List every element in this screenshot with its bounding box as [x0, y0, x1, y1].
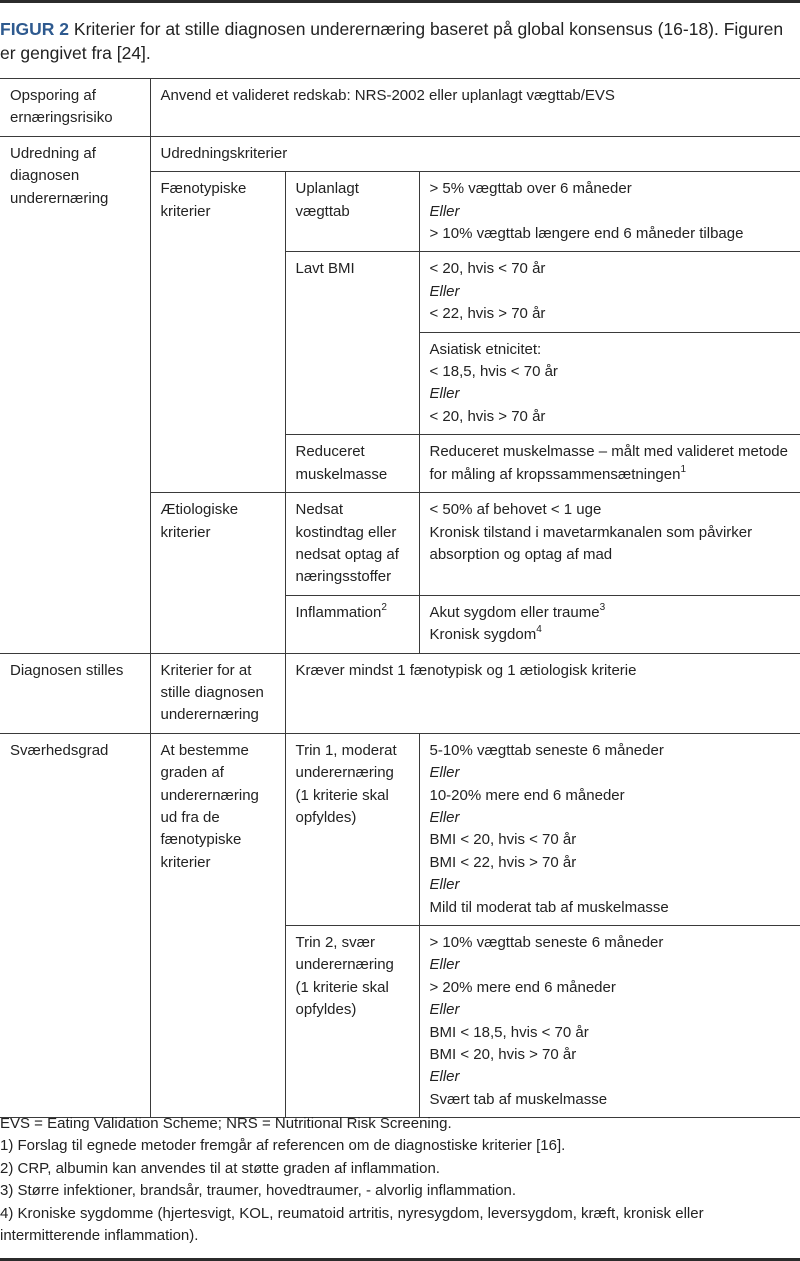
table-row [0, 653, 800, 733]
criteria-or: Eller [429, 202, 460, 220]
severity-description: At bestemme graden af underernæring ud fra de fænotypiske kriterier [150, 733, 285, 1118]
diagnosis-criteria-label: Kriterier for at stille diagnosen underernæring [150, 653, 285, 733]
footnote: EVS = Eating Validation Scheme; NRS = Nutritional Risk Screening. [0, 1115, 452, 1132]
muscle-criteria [419, 435, 800, 493]
assessment-header: Udredningskriterier [150, 136, 800, 171]
criteria-line: < 18,5, hvis < 70 år [429, 363, 558, 381]
row-label-diagnosis: Diagnosen stilles [0, 653, 150, 733]
weightloss-label: Uplanlagt vægttab [285, 172, 419, 252]
etiologic-label: Ætiologiske kriterier [150, 493, 285, 653]
criteria-line: > 5% vægttab over 6 måneder [429, 180, 632, 198]
intake-criteria [419, 493, 800, 596]
criteria-or: Eller [429, 282, 460, 300]
footnote-ref: 3 [599, 601, 606, 613]
criteria-line: BMI < 20, hvis < 70 år [429, 831, 577, 849]
row-label-assessment: Udredning af diagnosen underernæring [0, 136, 150, 653]
intake-label: Nedsat kostindtag eller nedsat optag af næringsstoffer [285, 493, 419, 596]
figure-caption-text: Kriterier for at stille diagnosen underernæring baseret på global konsensus (16-18). Figuren er gengivet fra [24]. [0, 19, 784, 63]
low-bmi-label: Lavt BMI [285, 252, 419, 435]
criteria-line: Mild til moderat tab af muskelmasse [429, 898, 669, 916]
inflammation-label [285, 595, 419, 653]
criteria-line: > 20% mere end 6 måneder [429, 978, 616, 996]
stage2-label: Trin 2, svær underernæring (1 kriterie skal opfyldes) [285, 926, 419, 1118]
footnote: 4) Kroniske sygdomme (hjertesvigt, KOL, reumatoid artritis, nyresygdom, leversygdom, kræft, kronisk eller intermitterende inflammation). [0, 1204, 704, 1245]
weightloss-criteria [419, 172, 800, 252]
footnote-ref: 2 [381, 601, 387, 613]
table-row [0, 136, 800, 171]
criteria-line: > 10% vægttab længere end 6 måneder tilbage [429, 225, 744, 243]
criteria-line: 10-20% mere end 6 måneder [429, 786, 625, 804]
criteria-line: Akut sygdom eller traume$^3$ [429, 601, 606, 621]
table-row [0, 79, 800, 137]
figure-caption [0, 17, 790, 65]
criteria-or: Eller [429, 808, 460, 826]
footnote-ref: 1 [680, 463, 687, 475]
criteria-line: Kronisk tilstand i mavetarmkanalen som påvirker absorption og optag af mad [429, 523, 753, 563]
figure-label: FIGUR 2 [0, 19, 70, 39]
screening-content: Anvend et valideret redskab: NRS-2002 eller uplanlagt vægttab/EVS [150, 79, 800, 137]
inflammation-criteria [419, 595, 800, 653]
criteria-line: Kronisk sygdom$^4$ [429, 624, 542, 644]
row-label-screening: Opsporing af ernæringsrisiko [0, 79, 150, 137]
criteria-or: Eller [429, 956, 460, 974]
criteria-or: Eller [429, 1001, 460, 1019]
criteria-table [0, 78, 800, 1118]
criteria-line: 5-10% vægttab seneste 6 måneder [429, 741, 664, 759]
criteria-line: < 20, hvis > 70 år [429, 407, 546, 425]
criteria-line: > 10% vægttab seneste 6 måneder [429, 934, 664, 951]
stage2-criteria [419, 926, 800, 1118]
criteria-or: Eller [429, 876, 460, 894]
criteria-or: Eller [429, 385, 460, 403]
low-bmi-criteria [419, 252, 800, 332]
diagnosis-content: Kræver mindst 1 fænotypisk og 1 ætiologisk kriterie [285, 653, 800, 733]
criteria-line: < 22, hvis > 70 år [429, 305, 546, 323]
criteria-line: < 20, hvis < 70 år [429, 260, 546, 278]
criteria-line: Svært tab af muskelmasse [429, 1090, 608, 1108]
footnotes [0, 1113, 795, 1247]
criteria-or: Eller [429, 764, 460, 782]
inflammation-label-text: Inflammation [295, 603, 382, 621]
criteria-or: Eller [429, 1068, 460, 1086]
stage1-label: Trin 1, moderat underernæring (1 kriterie skal opfyldes) [285, 733, 419, 925]
asian-bmi-criteria [419, 332, 800, 435]
footnote-ref: 4 [536, 624, 542, 636]
row-label-severity: Sværhedsgrad [0, 733, 150, 1118]
top-rule [0, 0, 800, 3]
criteria-line: Reduceret muskelmasse – målt med valideret metode for måling af kropssammensætningen [429, 443, 788, 483]
stage1-criteria [419, 733, 800, 925]
phenotypic-label: Fænotypiske kriterier [150, 172, 285, 493]
footnote: 3) Større infektioner, brandsår, traumer, hovedtraumer, - alvorlig inflammation. [0, 1182, 517, 1200]
footnote: 1) Forslag til egnede metoder fremgår af referencen om de diagnostiske kriterier [16]. [0, 1137, 566, 1155]
muscle-label: Reduceret muskelmasse [285, 435, 419, 493]
criteria-line: Asiatisk etnicitet: [429, 340, 542, 358]
criteria-line: BMI < 20, hvis > 70 år [429, 1046, 577, 1064]
footnote: 2) CRP, albumin kan anvendes til at støtte graden af inflammation. [0, 1159, 440, 1177]
table-row [0, 733, 800, 925]
criteria-line: BMI < 22, hvis > 70 år [429, 853, 577, 871]
criteria-line: BMI < 18,5, hvis < 70 år [429, 1023, 589, 1041]
criteria-line: < 50% af behovet < 1 uge [429, 501, 602, 519]
